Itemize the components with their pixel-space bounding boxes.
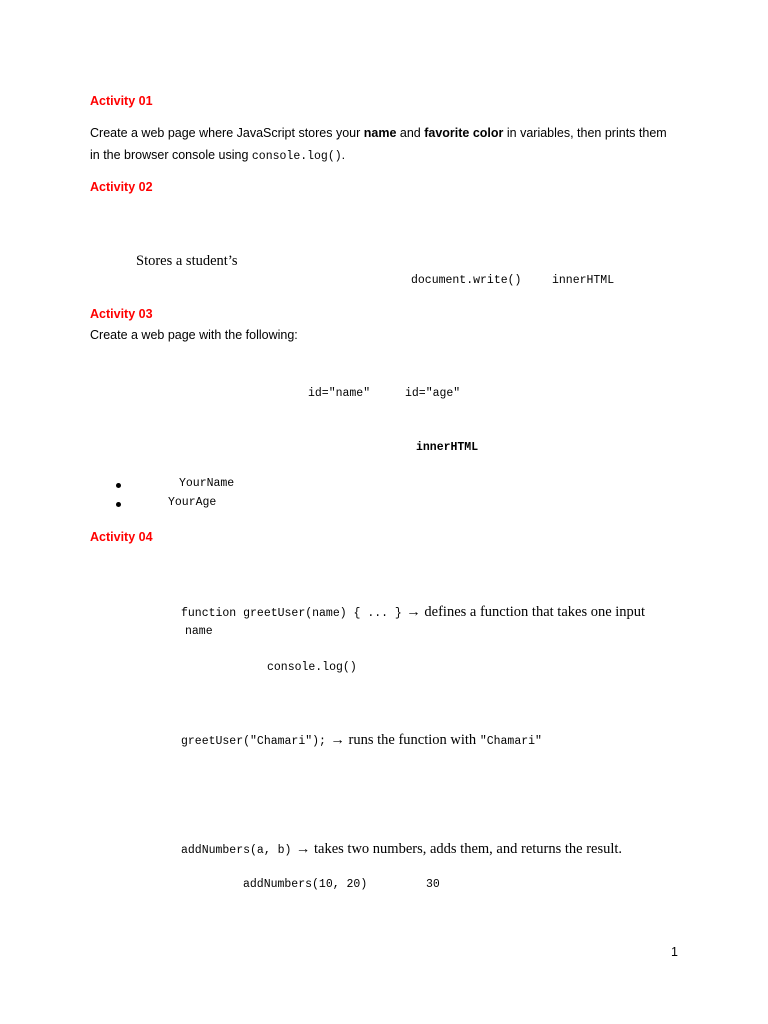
text-segment: and: [396, 126, 425, 140]
text-segment: Create a web page where JavaScript stores your: [90, 126, 364, 140]
addnumbers-code: addNumbers(a, b): [181, 844, 292, 857]
greetuser-definition-line: [181, 603, 645, 621]
greetuser-call-code: greetUser("Chamari");: [181, 735, 326, 748]
console-log-code: console.log(): [267, 661, 357, 674]
page-number: 1: [671, 945, 678, 959]
addnumbers-description: → takes two numbers, adds them, and returns the result.: [295, 841, 623, 857]
bullet-item-yourage: YourAge: [168, 496, 217, 509]
bold-name: name: [363, 126, 397, 140]
activity-03-heading: Activity 03: [90, 307, 153, 321]
text-segment: in the browser console using: [90, 148, 252, 162]
bullet-item-yourname: YourName: [179, 477, 235, 490]
greetuser-function-code: function greetUser(name) { ... }: [181, 607, 402, 620]
console-log-code: console.log(): [251, 150, 342, 163]
bold-favorite-color: favorite color: [424, 126, 504, 140]
activity-02-heading: Activity 02: [90, 180, 153, 194]
name-parameter-code: name: [185, 625, 213, 638]
id-name-code: id="name": [308, 387, 371, 400]
innerhtml-bold-code: innerHTML: [416, 441, 479, 454]
addnumbers-definition-line: [181, 840, 622, 858]
greetuser-call-line: [181, 731, 542, 749]
chamari-argument-code: "Chamari": [479, 735, 542, 748]
addnumbers-result: 30: [426, 878, 440, 891]
addnumbers-example-code: addNumbers(10, 20): [243, 878, 368, 891]
activity-01-line-2: [90, 148, 345, 163]
bullet-icon: [116, 483, 121, 488]
id-age-code: id="age": [405, 387, 461, 400]
activity-01-line-1: [90, 126, 667, 140]
activity-01-heading: Activity 01: [90, 94, 153, 108]
greetuser-description: → defines a function that takes one input: [406, 604, 646, 620]
activity-02-text: Stores a student’s: [136, 253, 238, 269]
greetuser-call-description: → runs the function with: [330, 732, 480, 748]
activity-03-intro: Create a web page with the following:: [90, 328, 298, 342]
bullet-icon: [116, 502, 121, 507]
text-segment: .: [341, 148, 346, 162]
text-segment: in variables, then prints them: [503, 126, 667, 140]
innerhtml-code: innerHTML: [552, 274, 615, 287]
document-write-code: document.write(): [411, 274, 522, 287]
activity-04-heading: Activity 04: [90, 530, 153, 544]
